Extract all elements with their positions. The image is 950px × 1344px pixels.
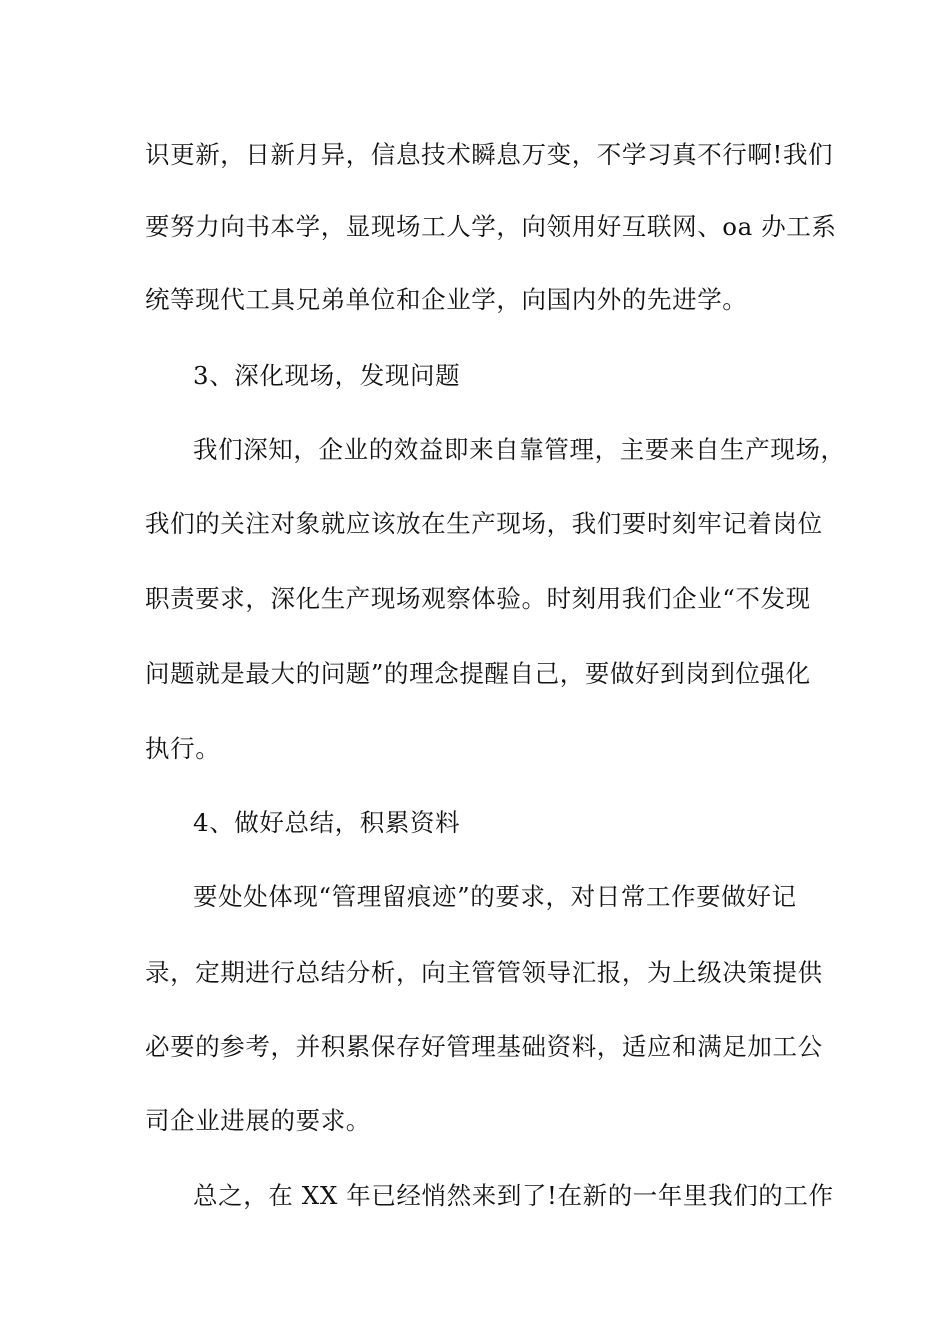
section-heading-4: 4、做好总结，积累资料	[193, 808, 461, 837]
paragraph-line: 要努力向书本学，显现场工人学，向领用好互联网、oa 办工系	[145, 212, 837, 241]
paragraph-line: 必要的参考，并积累保存好管理基础资料，适应和满足加工公	[145, 1032, 823, 1061]
paragraph-line: 识更新，日新月异，信息技术瞬息万变，不学习真不行啊!我们	[145, 140, 834, 169]
paragraph-line: 我们的关注对象就应该放在生产现场，我们要时刻牢记着岗位	[145, 509, 823, 538]
paragraph-line: 问题就是最大的问题”的理念提醒自己，要做好到岗到位强化	[145, 659, 811, 688]
paragraph-line: 录，定期进行总结分析，向主管管领导汇报，为上级决策提供	[145, 958, 823, 987]
paragraph-line: 我们深知，企业的效益即来自靠管理，主要来自生产现场，	[193, 435, 846, 464]
paragraph-line: 统等现代工具兄弟单位和企业学，向国内外的先进学。	[145, 285, 748, 314]
paragraph-line: 执行。	[145, 734, 221, 763]
section-heading-3: 3、深化现场，发现问题	[193, 361, 461, 390]
paragraph-line: 职责要求，深化生产现场观察体验。时刻用我们企业“不发现	[145, 584, 811, 613]
paragraph-line: 司企业进展的要求。	[145, 1106, 371, 1135]
paragraph-line: 要处处体现“管理留痕迹”的要求，对日常工作要做好记	[193, 882, 797, 911]
paragraph-line: 总之，在 XX 年已经悄然来到了!在新的一年里我们的工作	[193, 1181, 834, 1210]
